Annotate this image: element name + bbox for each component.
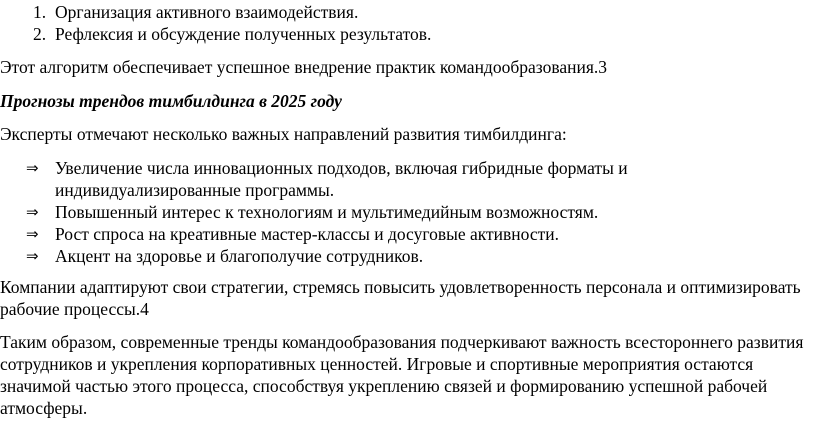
companies-paragraph: Компании адаптируют свои стратегии, стремясь повысить удовлетворенность персонала и оптимизировать рабочие процессы.4 — [0, 277, 801, 319]
bullet-text: Рост спроса на креативные мастер-классы и досуговые активности. — [55, 224, 560, 244]
bullet-item — [0, 157, 695, 201]
algorithm-paragraph: Этот алгоритм обеспечивает успешное внедрение практик командообразования.3 — [0, 57, 608, 77]
bullet-item — [0, 201, 695, 223]
list-number: 2. — [33, 24, 47, 44]
experts-paragraph: Эксперты отмечают несколько важных направлений развития тимбилдинга: — [0, 124, 567, 144]
bullet-text: Повышенный интерес к технологиям и мультимедийным возможностям. — [55, 202, 599, 222]
double-arrow-icon: ⇒ — [26, 247, 39, 265]
double-arrow-icon: ⇒ — [26, 159, 39, 177]
double-arrow-icon: ⇒ — [26, 203, 39, 221]
section-heading: Прогнозы трендов тимбилдинга в 2025 году — [0, 91, 342, 111]
double-arrow-icon: ⇒ — [26, 225, 39, 243]
bullet-item — [0, 223, 695, 245]
list-number: 1. — [33, 2, 47, 22]
summary-paragraph: Таким образом, современные тренды командообразования подчеркивают важность всестороннего развития сотрудников и укрепления корпоративных ценностей. Игровые и спортивные мероприятия остаются значимой частью этого процесса, способствуя укреплению связей и формированию успешной рабочей атмосферы. — [0, 332, 804, 418]
list-item-text: Организация активного взаимодействия. — [55, 2, 359, 22]
list-item-text: Рефлексия и обсуждение полученных результатов. — [55, 24, 432, 44]
bullet-text: Увеличение числа инновационных подходов, включая гибридные форматы и индивидуализированные программы. — [55, 158, 628, 200]
bullet-item — [0, 245, 695, 267]
bullet-list — [0, 157, 816, 267]
bullet-text: Акцент на здоровье и благополучие сотрудников. — [55, 246, 424, 266]
